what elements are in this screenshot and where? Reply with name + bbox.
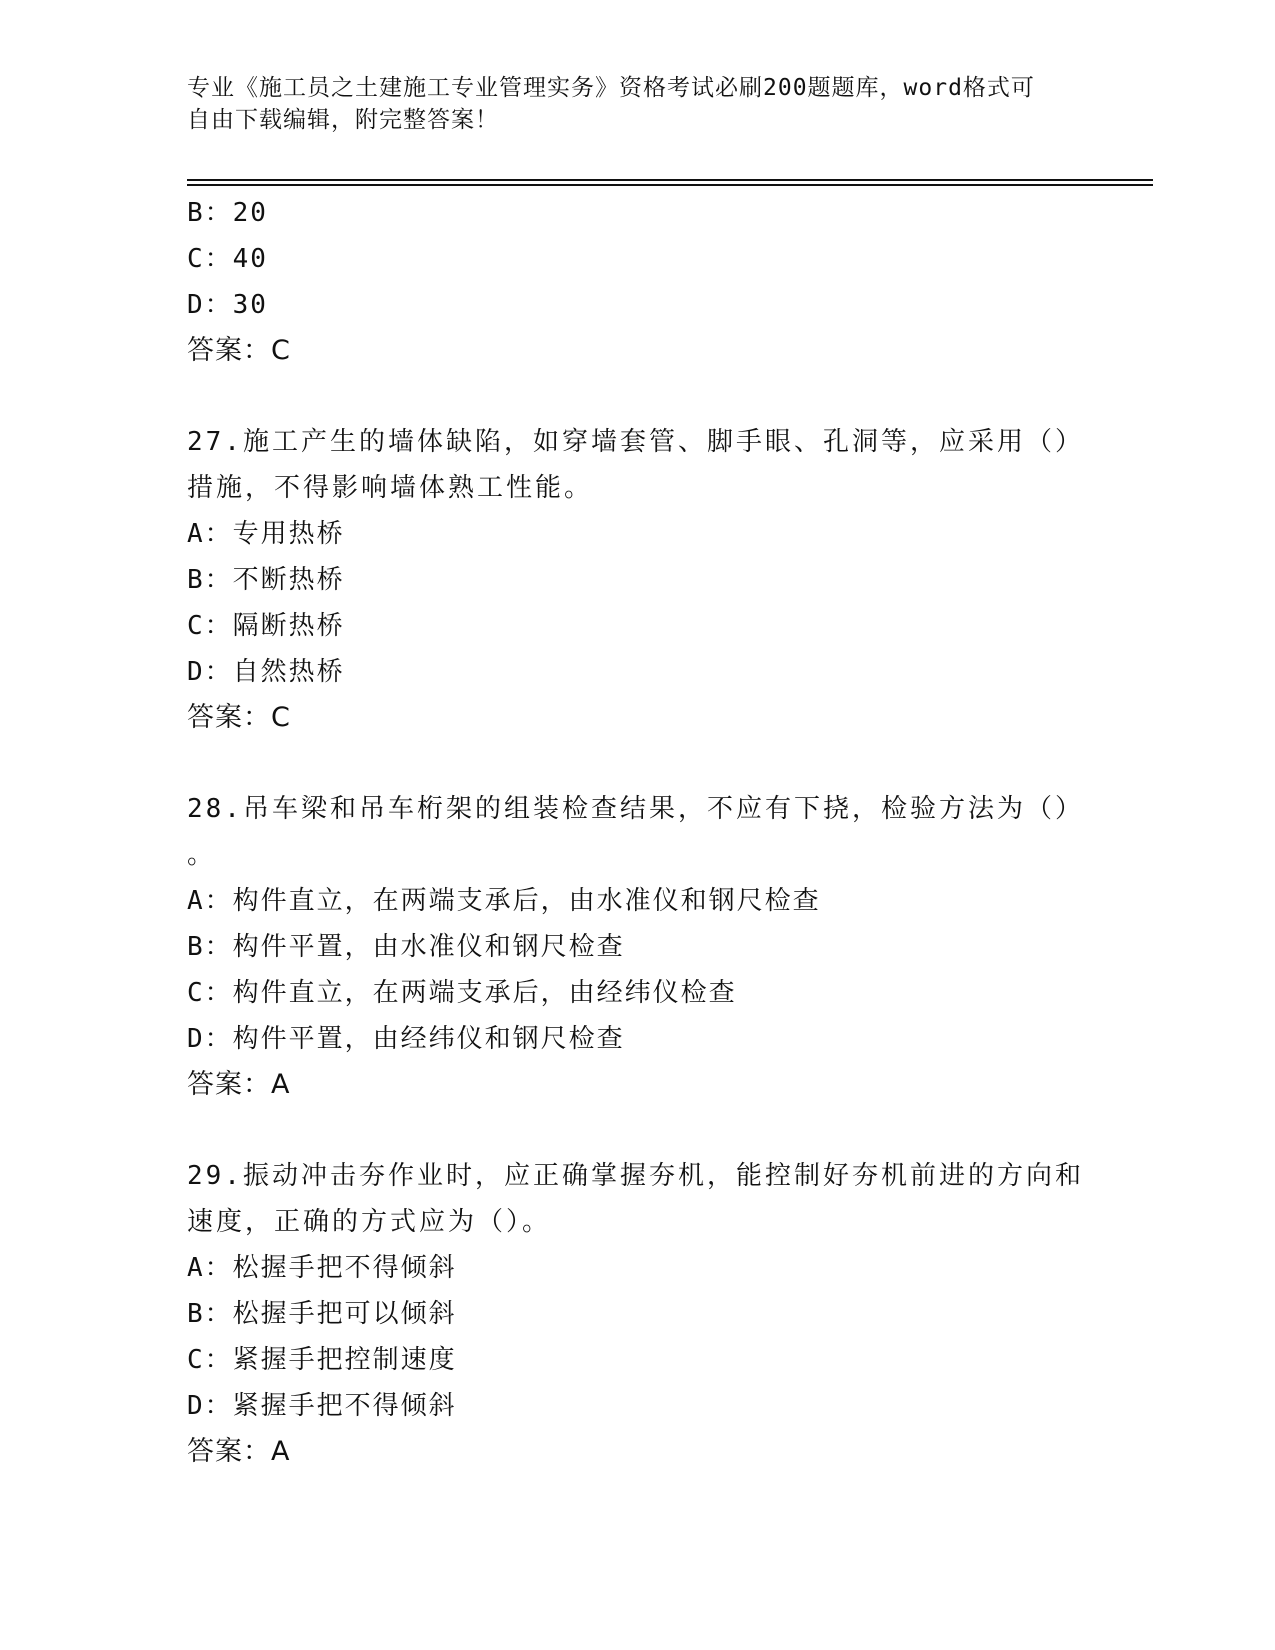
document-header bbox=[187, 72, 1067, 136]
question-27 bbox=[187, 419, 1087, 741]
option-b: B：不断热桥 bbox=[187, 565, 345, 595]
option-a: A：松握手把不得倾斜 bbox=[187, 1253, 457, 1283]
question-list bbox=[187, 190, 1087, 1475]
header-title-line-1: 专业《施工员之土建施工专业管理实务》资格考试必刷200题题库，word格式可 bbox=[187, 75, 1035, 101]
answer-line: 答案：C bbox=[187, 335, 291, 366]
option-c: C：40 bbox=[187, 244, 268, 274]
option-b: B：20 bbox=[187, 198, 268, 228]
question-text-line-1: 28.吊车梁和吊车桁架的组装检查结果，不应有下挠，检验方法为（） bbox=[187, 794, 1084, 824]
option-c: C：构件直立，在两端支承后，由经纬仪检查 bbox=[187, 978, 737, 1008]
question-29 bbox=[187, 1153, 1087, 1475]
spacer bbox=[187, 741, 1087, 786]
spacer bbox=[187, 374, 1087, 419]
option-d: D：30 bbox=[187, 290, 268, 320]
header-title-line-2: 自由下载编辑，附完整答案！ bbox=[187, 107, 499, 133]
answer-line: 答案：C bbox=[187, 702, 291, 733]
option-d: D：紧握手把不得倾斜 bbox=[187, 1391, 457, 1421]
header-divider-bottom bbox=[187, 184, 1153, 186]
option-a: A：专用热桥 bbox=[187, 519, 345, 549]
option-b: B：松握手把可以倾斜 bbox=[187, 1299, 457, 1329]
header-divider-top bbox=[187, 179, 1153, 181]
option-a: A：构件直立，在两端支承后，由水准仪和钢尺检查 bbox=[187, 886, 821, 916]
answer-line: 答案：A bbox=[187, 1069, 291, 1100]
question-26-tail bbox=[187, 190, 1087, 374]
question-28 bbox=[187, 786, 1087, 1108]
option-d: D：构件平置，由经纬仪和钢尺检查 bbox=[187, 1024, 625, 1054]
answer-line: 答案：A bbox=[187, 1436, 291, 1467]
question-text-line-2: 速度，正确的方式应为（）。 bbox=[187, 1207, 552, 1237]
question-text-line-2: 。 bbox=[187, 840, 217, 870]
spacer bbox=[187, 1108, 1087, 1153]
question-text-line-1: 29.振动冲击夯作业时，应正确掌握夯机，能控制好夯机前进的方向和 bbox=[187, 1161, 1084, 1191]
option-d: D：自然热桥 bbox=[187, 657, 345, 687]
option-c: C：隔断热桥 bbox=[187, 611, 345, 641]
option-b: B：构件平置，由水准仪和钢尺检查 bbox=[187, 932, 625, 962]
option-c: C：紧握手把控制速度 bbox=[187, 1345, 457, 1375]
question-text-line-2: 措施，不得影响墙体熟工性能。 bbox=[187, 473, 594, 503]
question-text-line-1: 27.施工产生的墙体缺陷，如穿墙套管、脚手眼、孔洞等，应采用（） bbox=[187, 427, 1084, 457]
